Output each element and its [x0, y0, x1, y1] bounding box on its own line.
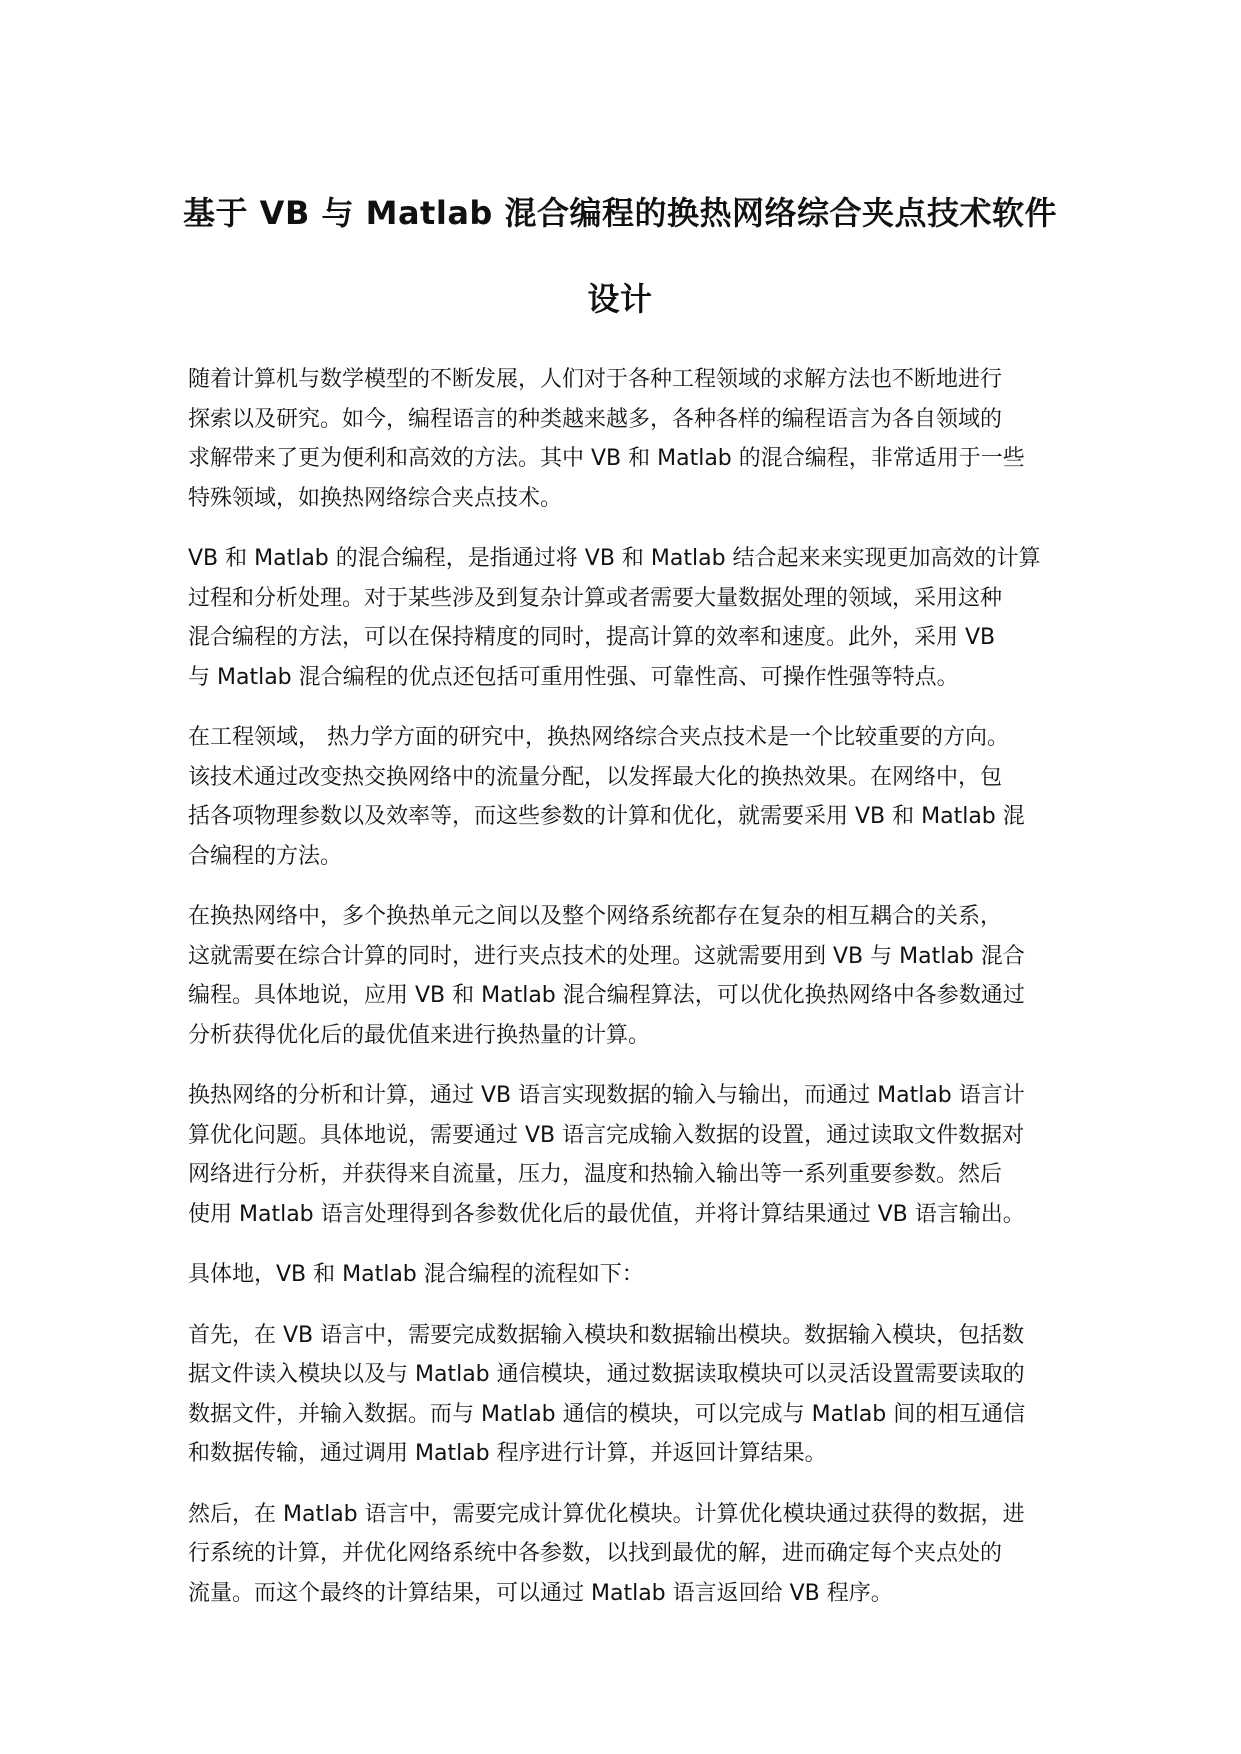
paragraph-line: 编程。具体地说，应用 VB 和 Matlab 混合编程算法，可以优化换热网络中各参数通过	[188, 983, 1025, 1008]
paragraph-line: 这就需要在综合计算的同时，进行夹点技术的处理。这就需要用到 VB 与 Matlab 混合	[188, 943, 1025, 969]
paragraph-line: 过程和分析处理。对于某些涉及到复杂计算或者需要大量数据处理的领域，采用这种	[188, 585, 1003, 611]
paragraph-line: 特殊领域，如换热网络综合夹点技术。	[188, 485, 563, 511]
title-line-1: 基于 VB 与 Matlab 混合编程的换热网络综合夹点技术软件	[183, 194, 1057, 232]
paragraph-line: 在工程领域， 热力学方面的研究中，换热网络综合夹点技术是一个比较重要的方向。	[188, 725, 1009, 750]
paragraph-line: 随着计算机与数学模型的不断发展，人们对于各种工程领域的求解方法也不断地进行	[188, 367, 1003, 392]
paragraph-line: 该技术通过改变热交换网络中的流量分配，以发挥最大化的换热效果。在网络中，包	[188, 764, 1003, 790]
paragraph	[188, 1316, 1068, 1474]
paragraph-line: 与 Matlab 混合编程的优点还包括可重用性强、可靠性高、可操作性强等特点。	[188, 664, 959, 690]
paragraph	[188, 1076, 1068, 1234]
paragraph-line: 据文件读入模块以及与 Matlab 通信模块，通过数据读取模块可以灵活设置需要读取的	[188, 1362, 1025, 1387]
paragraph-line: 探索以及研究。如今，编程语言的种类越来越多，各种各样的编程语言为各自领域的	[188, 406, 1003, 432]
paragraph-line: 合编程的方法。	[188, 843, 343, 869]
paragraph-line: 具体地，VB 和 Matlab 混合编程的流程如下：	[188, 1262, 644, 1287]
paragraph	[188, 1495, 1068, 1614]
paragraph-line: 在换热网络中，多个换热单元之间以及整个网络系统都存在复杂的相互耦合的关系，	[188, 904, 1003, 929]
paragraph-line: 换热网络的分析和计算，通过 VB 语言实现数据的输入与输出，而通过 Matlab 语言计	[188, 1083, 1025, 1108]
paragraph-line: VB 和 Matlab 的混合编程，是指通过将 VB 和 Matlab 结合起来来实现更加高效的计算	[188, 546, 1041, 571]
document-body	[188, 360, 1068, 1634]
paragraph-line: 求解带来了更为便利和高效的方法。其中 VB 和 Matlab 的混合编程，非常适用于一些	[188, 446, 1025, 471]
paragraph-line: 使用 Matlab 语言处理得到各参数优化后的最优值，并将计算结果通过 VB 语言输出。	[188, 1201, 1025, 1227]
paragraph	[188, 360, 1068, 518]
paragraph-line: 分析获得优化后的最优值来进行换热量的计算。	[188, 1022, 651, 1048]
paragraph-line: 首先，在 VB 语言中，需要完成数据输入模块和数据输出模块。数据输入模块，包括数	[188, 1322, 1025, 1348]
paragraph-line: 混合编程的方法，可以在保持精度的同时，提高计算的效率和速度。此外，采用 VB	[188, 625, 996, 650]
paragraph-line: 和数据传输，通过调用 Matlab 程序进行计算，并返回计算结果。	[188, 1441, 827, 1466]
paragraph-line: 数据文件，并输入数据。而与 Matlab 通信的模块，可以完成与 Matlab 间的相互通信	[188, 1401, 1026, 1427]
paragraph	[188, 897, 1068, 1055]
paragraph-line: 流量。而这个最终的计算结果，可以通过 Matlab 语言返回给 VB 程序。	[188, 1580, 893, 1606]
paragraph-line: 网络进行分析，并获得来自流量，压力，温度和热输入输出等一系列重要参数。然后	[188, 1162, 1003, 1187]
paragraph	[188, 539, 1068, 697]
document-title	[170, 170, 1070, 342]
paragraph-line: 括各项物理参数以及效率等，而这些参数的计算和优化，就需要采用 VB 和 Matlab 混	[188, 804, 1025, 829]
paragraph	[188, 718, 1068, 876]
title-line-2: 设计	[587, 280, 653, 318]
paragraph-line: 算优化问题。具体地说，需要通过 VB 语言完成输入数据的设置，通过读取文件数据对	[188, 1122, 1025, 1148]
paragraph	[188, 1255, 1068, 1295]
paragraph-line: 然后，在 Matlab 语言中，需要完成计算优化模块。计算优化模块通过获得的数据，进	[188, 1501, 1025, 1527]
paragraph-line: 行系统的计算，并优化网络系统中各参数，以找到最优的解，进而确定每个夹点处的	[188, 1541, 1003, 1566]
